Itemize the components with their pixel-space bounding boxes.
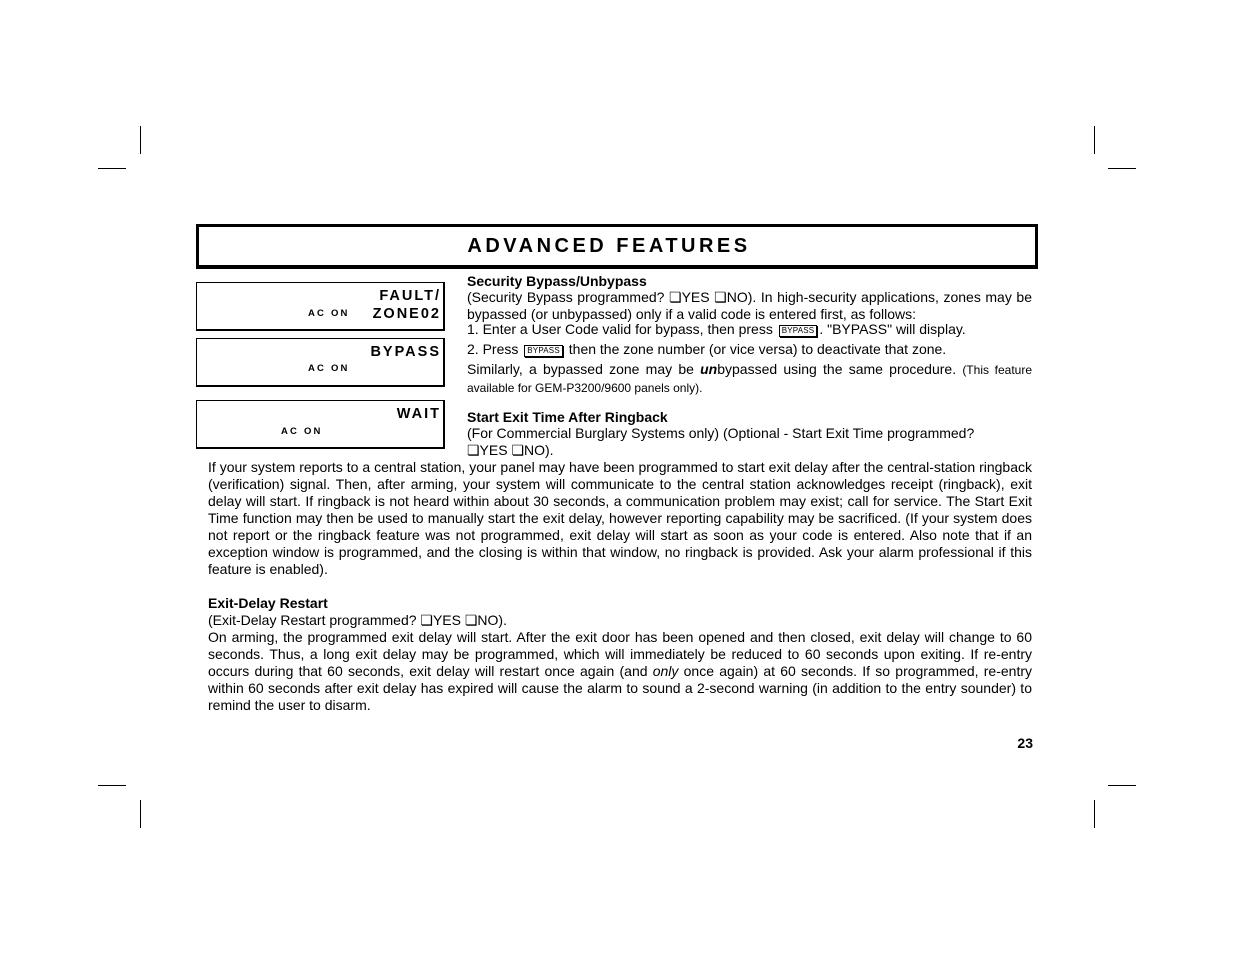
bypass-key-icon: BYPASS <box>779 325 818 337</box>
unbypass-emphasis: un <box>700 361 718 377</box>
ac-on-indicator: AC ON <box>308 308 350 319</box>
exit-delay-text: On arming, the programmed exit delay will start. After the exit door has been opened and then closed, exit delay will change to 60 seconds. Thus, a long exit delay may be programmed, which will immediately be reduced to 60 seconds upon exiting. If re-entry occurs during that 60 seconds, exit delay will restart once again (and <box>208 629 1032 679</box>
section-title: ADVANCED FEATURES <box>467 234 751 257</box>
display-line-1: BYPASS <box>370 344 441 360</box>
crop-mark <box>140 800 141 828</box>
ac-on-indicator: AC ON <box>281 426 323 437</box>
exit-delay-emphasis: only <box>652 663 679 679</box>
crop-mark <box>1108 785 1136 786</box>
panel-availability-note: (This feature available for GEM-P3200/9600 panels only). <box>467 363 1032 395</box>
crop-mark <box>98 168 126 169</box>
start-exit-optional-line: (For Commercial Burglary Systems only) (Optional - Start Exit Time programmed? <box>467 425 975 441</box>
ac-on-indicator: AC ON <box>308 363 350 374</box>
display-line-1: WAIT <box>396 406 441 422</box>
step-1-text: 1. Enter a User Code valid for bypass, then press <box>467 321 777 337</box>
unbypass-text-end: bypassed using the same procedure. <box>717 361 963 377</box>
start-exit-body: If your system reports to a central station, your panel may have been programmed to start exit delay after the central-station ringback (verification) signal. Then, after arming, your system will communicate to the central station acknowledges receipt (ringback), exit delay will start. If ringback is not heard within about 30 seconds, a communication problem may exist; call for service. The Start Exit Time function may then be used to manually start the exit delay, however reporting capability may be sacrificed. (If your system does not report or the ringback feature was not programmed, exit delay will start as soon as your code is entered. Also note that if an exception window is programmed, and the closing is within that window, no ringback is provided. Ask your alarm professional if this feature is enabled). <box>208 459 1032 577</box>
bypass-key-icon: BYPASS <box>524 345 563 357</box>
keypad-display-fault <box>196 282 445 331</box>
step-2-text-end: then the zone number (or vice versa) to deactivate that zone. <box>564 341 947 357</box>
crop-mark <box>1094 126 1095 154</box>
section-title-box <box>196 224 1038 269</box>
step-1-text-end: . "BYPASS" will display. <box>819 321 966 337</box>
keypad-display-wait <box>196 400 445 449</box>
display-line-2: ZONE02 <box>372 306 441 322</box>
exit-delay-programmed: (Exit-Delay Restart programmed? ❏YES ❏NO). <box>208 612 507 628</box>
security-bypass-intro: (Security Bypass programmed? ❏YES ❏NO). In high-security applications, zones may be bypassed (or unbypassed) only if a valid code is entered first, as follows: <box>467 289 1032 322</box>
crop-mark <box>140 126 141 154</box>
start-exit-yes-no: ❏YES ❏NO). <box>467 442 554 458</box>
exit-delay-heading: Exit-Delay Restart <box>208 595 328 611</box>
unbypass-text: Similarly, a bypassed zone may be <box>467 361 701 377</box>
security-bypass-heading: Security Bypass/Unbypass <box>467 273 647 289</box>
exit-delay-text-end: once again) at 60 seconds. If so programmed, re-entry within 60 seconds after exit delay has expired will cause the alarm to sound a 2-second warning (in addition to the entry sounder) to remind the user to disarm. <box>208 663 1032 713</box>
keypad-display-bypass <box>196 338 445 387</box>
start-exit-heading: Start Exit Time After Ringback <box>467 409 668 425</box>
display-line-1: FAULT/ <box>379 288 441 304</box>
security-bypass-step-2 <box>467 341 1032 358</box>
page-number: 23 <box>1017 735 1033 751</box>
step-2-text: 2. Press <box>467 341 523 357</box>
crop-mark <box>98 785 126 786</box>
crop-mark <box>1094 800 1095 828</box>
security-bypass-unbypass-note <box>467 361 1032 397</box>
exit-delay-body <box>208 629 1032 714</box>
crop-mark <box>1108 168 1136 169</box>
security-bypass-step-1 <box>467 321 1032 338</box>
